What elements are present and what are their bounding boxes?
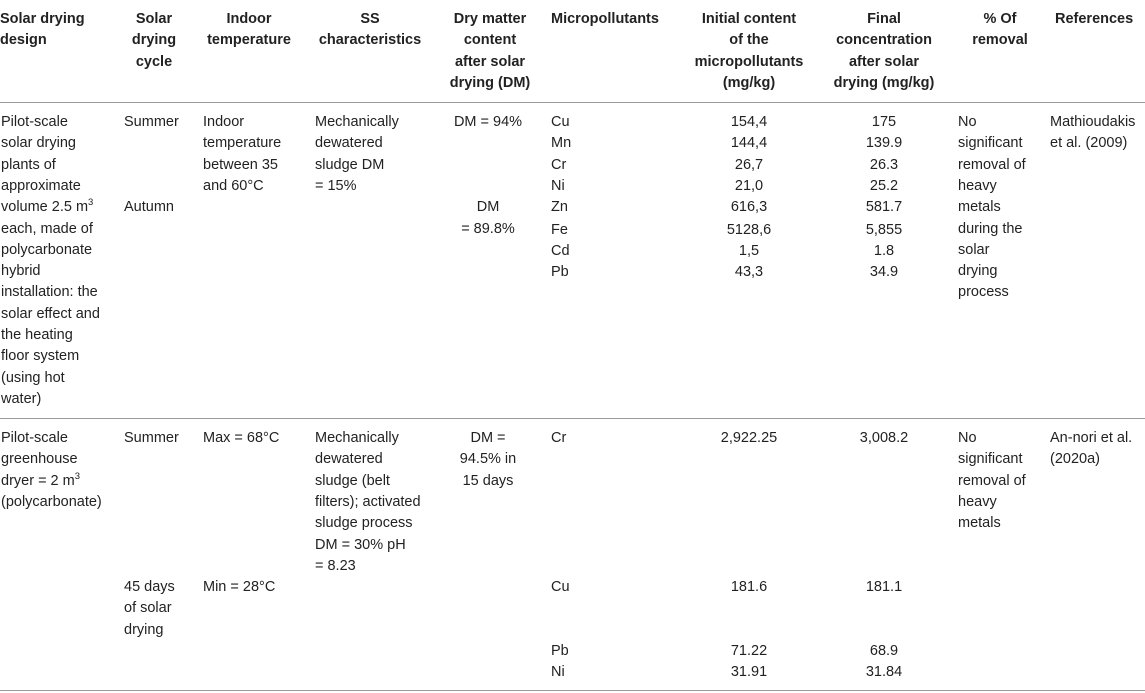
element-symbol: Cr: [551, 430, 567, 446]
design-text: (using hot: [1, 369, 65, 386]
column-header: (mg/kg): [722, 74, 776, 91]
column-header: micropollutants: [694, 53, 804, 70]
removal-text: removal of: [958, 156, 1026, 173]
column-header: temperature: [207, 32, 291, 49]
design-text: volume 2.5 $m^3$: [1, 197, 94, 216]
element-symbol: Fe: [551, 221, 568, 238]
initial-value: 616,3: [730, 199, 768, 216]
column-header: % Of: [983, 11, 1017, 27]
removal-text: No: [958, 114, 977, 130]
ss-text: sludge process: [315, 515, 413, 532]
ss-text: Mechanically: [315, 114, 399, 130]
final-value: 175: [871, 114, 897, 130]
ss-text: sludge (belt: [315, 472, 390, 489]
design-text: solar drying: [1, 135, 76, 152]
initial-value: 5128,6: [726, 221, 772, 238]
column-header: drying: [131, 32, 177, 49]
removal-text: No: [958, 430, 977, 446]
cycle-text: of solar: [124, 600, 172, 617]
column-header: Solar drying: [0, 11, 85, 27]
indoor-text: temperature: [203, 135, 282, 152]
initial-value: 144,4: [730, 135, 768, 152]
final-value: 68.9: [869, 643, 899, 659]
column-header: drying (DM): [449, 74, 531, 91]
design-text: solar effect and: [1, 305, 100, 322]
ss-text: Mechanically: [315, 430, 399, 446]
dm-text: = 89.8%: [461, 220, 515, 237]
dm-text: DM = 94%: [453, 114, 523, 130]
column-header: Solar: [135, 11, 173, 27]
design-text: dryer = 2 $m^3$: [1, 470, 81, 489]
column-header: References: [1055, 11, 1134, 27]
design-text: polycarbonate: [1, 241, 93, 258]
reference-text: Mathioudakis: [1050, 114, 1136, 130]
reference-text: (2020a): [1050, 451, 1100, 468]
design-text: approximate: [1, 177, 81, 194]
reference-text: et al. (2009): [1050, 135, 1128, 152]
initial-value: 26,7: [734, 156, 764, 173]
indoor-text: Max = 68°C: [203, 430, 280, 446]
column-header: Final: [867, 11, 901, 27]
design-text: each, made of: [1, 220, 93, 237]
column-header: removal: [972, 32, 1028, 49]
final-value: 139.9: [865, 135, 903, 152]
cycle-text: 45 days: [124, 579, 175, 595]
column-header: after solar: [848, 53, 920, 70]
removal-text: metals: [958, 515, 1001, 532]
ss-text: = 8.23: [315, 557, 356, 574]
ss-text: DM = 30% pH: [315, 536, 406, 553]
column-header: cycle: [135, 53, 173, 70]
final-value: 25.2: [869, 177, 899, 194]
superscript: 3: [74, 470, 81, 482]
element-symbol: Mn: [551, 135, 572, 152]
indoor-text: Min = 28°C: [203, 579, 276, 595]
removal-text: significant: [958, 451, 1023, 468]
initial-value: 71.22: [730, 643, 768, 659]
dm-text: DM: [476, 199, 500, 216]
removal-text: drying: [958, 263, 998, 280]
column-header: Initial content: [701, 11, 797, 27]
final-value: 31.84: [865, 664, 903, 680]
element-symbol: Cu: [551, 579, 570, 595]
removal-text: heavy: [958, 493, 997, 510]
design-text: the heating: [1, 327, 73, 343]
column-header: content: [463, 32, 517, 49]
design-text: Pilot-scale: [1, 430, 68, 446]
element-symbol: Cd: [551, 243, 570, 259]
final-value: 34.9: [869, 264, 899, 281]
indoor-text: between 35: [203, 156, 278, 173]
design-text: floor system: [1, 348, 80, 365]
header-divider: [0, 102, 1145, 103]
element-symbol: Cu: [551, 114, 570, 130]
removal-text: during the: [958, 220, 1023, 237]
final-value: 5,855: [865, 221, 903, 238]
element-symbol: Pb: [551, 264, 569, 281]
removal-text: metals: [958, 199, 1001, 216]
element-symbol: Ni: [551, 177, 565, 194]
ss-text: sludge DM: [315, 156, 385, 173]
final-value: 3,008.2: [859, 430, 909, 446]
dm-text: 15 days: [462, 472, 514, 489]
column-header: after solar: [454, 53, 526, 70]
ss-text: dewatered: [315, 135, 383, 152]
removal-text: removal of: [958, 472, 1026, 489]
dm-text: DM =: [470, 430, 506, 446]
column-header: Micropollutants: [551, 11, 659, 27]
removal-text: significant: [958, 135, 1023, 152]
removal-text: process: [958, 284, 1009, 301]
indoor-text: Indoor: [203, 114, 245, 130]
column-header: of the: [729, 32, 769, 49]
initial-value: 1,5: [738, 243, 760, 259]
ss-text: dewatered: [315, 451, 383, 468]
reference-text: An-nori et al.: [1050, 430, 1133, 446]
removal-text: heavy: [958, 177, 997, 194]
element-symbol: Pb: [551, 643, 569, 659]
final-value: 181.1: [865, 579, 903, 595]
design-text: Pilot-scale: [1, 114, 68, 130]
design-text: greenhouse: [1, 451, 78, 468]
element-symbol: Ni: [551, 664, 565, 680]
column-header: concentration: [836, 32, 932, 49]
initial-value: 154,4: [730, 114, 768, 130]
initial-value: 181.6: [730, 579, 768, 595]
ss-text: filters); activated: [315, 493, 421, 510]
design-text: water): [1, 390, 42, 407]
element-symbol: Zn: [551, 199, 568, 216]
cycle-text: Autumn: [124, 199, 174, 216]
ss-text: = 15%: [315, 177, 357, 194]
removal-text: solar: [958, 241, 990, 258]
indoor-text: and 60°C: [203, 177, 264, 194]
column-header: SS: [360, 11, 380, 27]
superscript: 3: [88, 197, 94, 209]
column-header: Dry matter: [453, 11, 527, 27]
initial-value: 31.91: [730, 664, 768, 680]
final-value: 26.3: [869, 156, 899, 173]
row-divider: [0, 418, 1145, 419]
design-text: plants of: [1, 156, 56, 173]
dm-text: 94.5% in: [459, 451, 517, 468]
initial-value: 21,0: [734, 177, 764, 194]
design-text: (polycarbonate): [1, 493, 102, 510]
cycle-text: Summer: [124, 114, 179, 130]
column-header: Indoor: [226, 11, 272, 27]
final-value: 581.7: [865, 199, 903, 216]
column-header: design: [0, 32, 47, 49]
cycle-text: drying: [124, 621, 164, 638]
cycle-text: Summer: [124, 430, 179, 446]
element-symbol: Cr: [551, 156, 567, 173]
column-header: drying (mg/kg): [833, 74, 935, 91]
column-header: characteristics: [318, 32, 422, 49]
initial-value: 43,3: [734, 264, 764, 281]
final-value: 1.8: [873, 243, 895, 259]
design-text: hybrid: [1, 263, 41, 280]
table-bottom-rule: [0, 690, 1145, 691]
design-text: installation: the: [1, 284, 98, 301]
initial-value: 2,922.25: [720, 430, 778, 446]
